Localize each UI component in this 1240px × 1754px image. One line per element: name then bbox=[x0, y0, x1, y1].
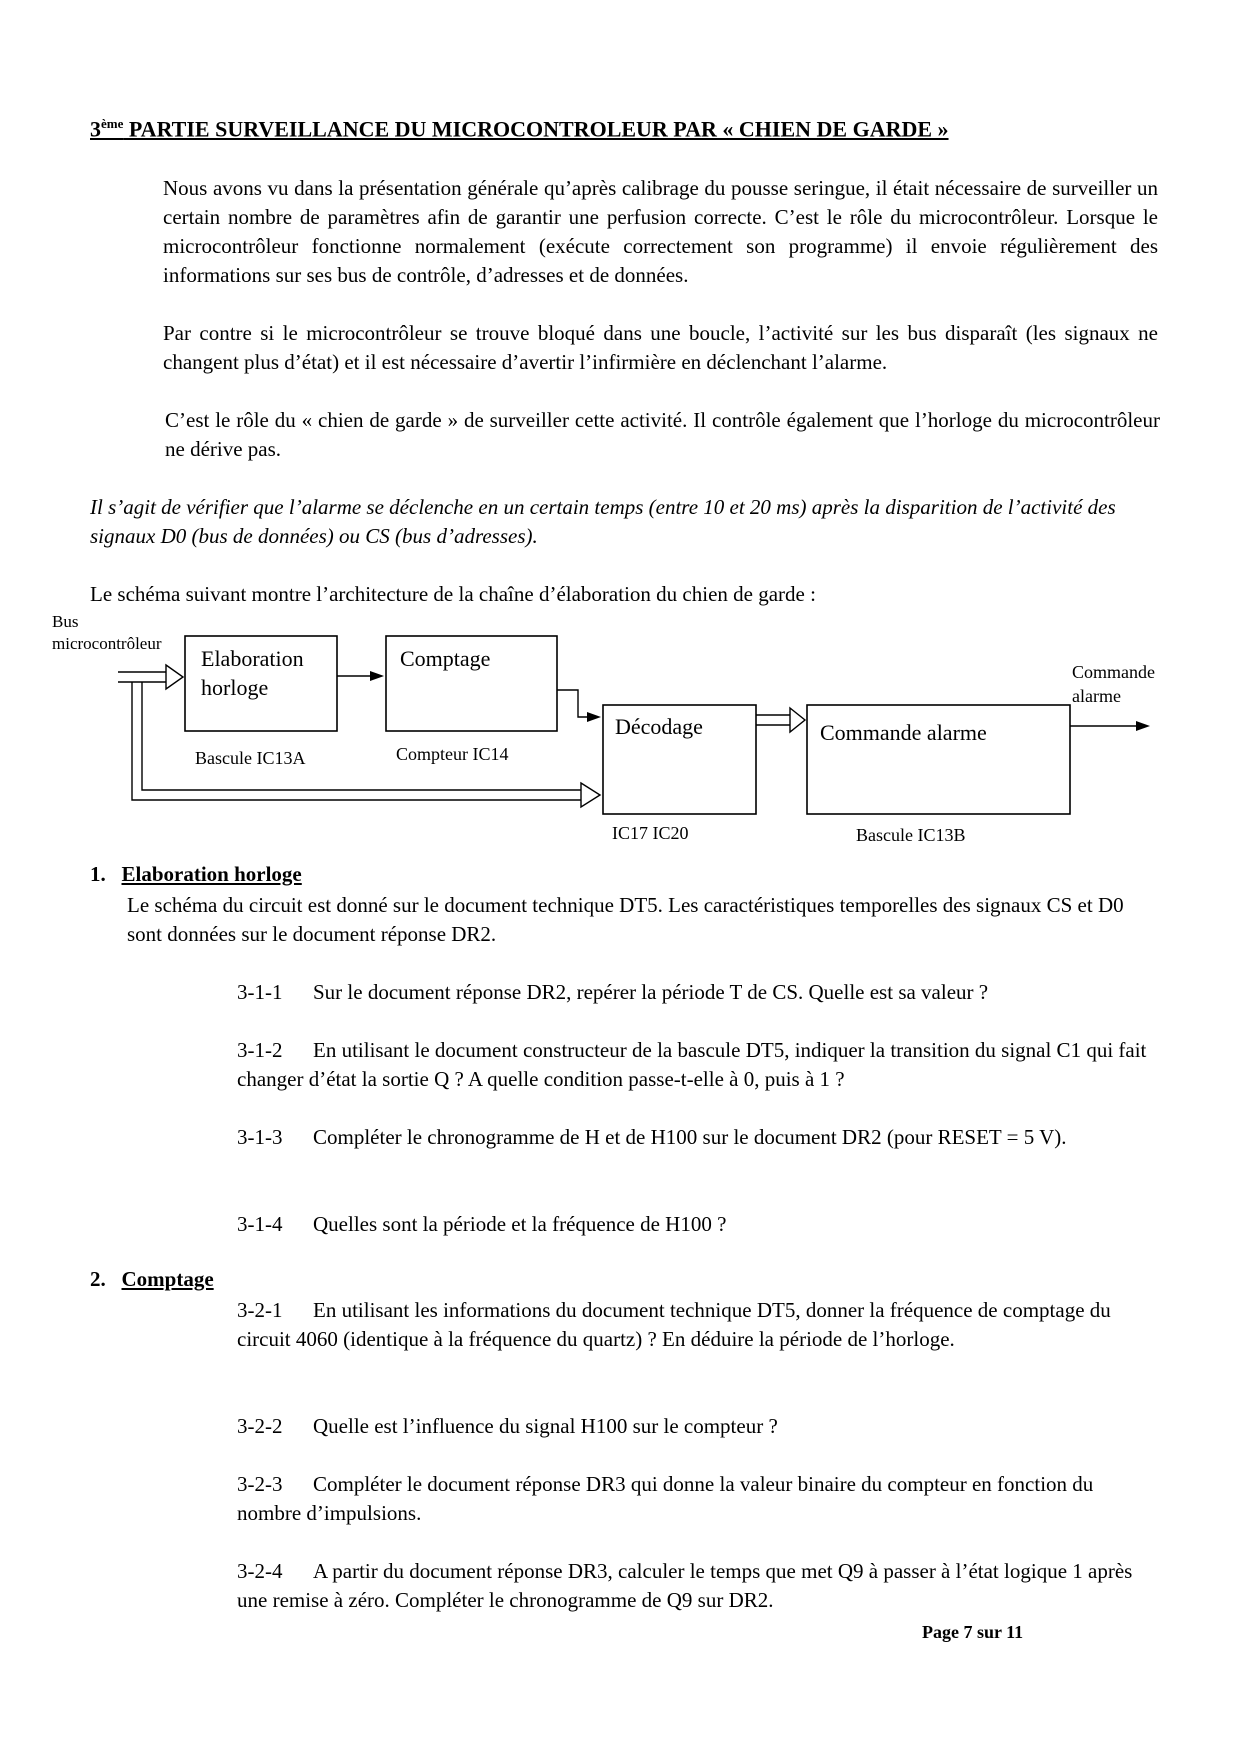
question-3-2-1 bbox=[237, 1296, 1157, 1354]
question-number: 3-1-2 bbox=[237, 1038, 283, 1062]
question-number: 3-2-3 bbox=[237, 1472, 283, 1496]
title-superscript: ème bbox=[101, 116, 124, 131]
section-1-title: Elaboration horloge bbox=[121, 862, 302, 886]
section-2-title: Comptage bbox=[121, 1267, 214, 1291]
question-text: Compléter le chronogramme de H et de H100 sur le document DR2 (pour RESET = 5 V). bbox=[313, 1125, 1067, 1149]
box-comptage-label: Comptage bbox=[400, 646, 491, 671]
question-3-1-4 bbox=[237, 1210, 1157, 1239]
question-text: Compléter le document réponse DR3 qui donne la valeur binaire du compteur en fonction du nombre d’impulsions. bbox=[237, 1472, 1094, 1525]
question-number: 3-1-1 bbox=[237, 980, 283, 1004]
question-number: 3-2-1 bbox=[237, 1298, 283, 1322]
italic-note: Il s’agit de vérifier que l’alarme se déclenche en un certain temps (entre 10 et 20 ms) après la disparition de l’activité des signaux D0 (bus de données) ou CS (bus d’adresses). bbox=[90, 495, 1116, 548]
output-label-alarme: alarme bbox=[1072, 686, 1121, 706]
caption-compteur-ic14: Compteur IC14 bbox=[396, 744, 509, 764]
output-label-commande: Commande bbox=[1072, 662, 1155, 682]
question-3-1-3 bbox=[237, 1123, 1097, 1152]
intro-paragraph-2: Par contre si le microcontrôleur se trouve bloqué dans une boucle, l’activité sur les bus disparaît (les signaux ne changent plus d’état) et il est nécessaire d’avertir l’infirmière en déclenchant l’alarme. bbox=[163, 321, 1158, 374]
intro-paragraph-3: C’est le rôle du « chien de garde » de surveiller cette activité. Il contrôle également que l’horloge du microcontrôleur ne dérive pas. bbox=[165, 408, 1160, 461]
question-text: Quelle est l’influence du signal H100 sur le compteur ? bbox=[313, 1414, 778, 1438]
question-3-1-2 bbox=[237, 1036, 1157, 1094]
question-3-1-1 bbox=[237, 978, 1157, 1007]
diagram-intro: Le schéma suivant montre l’architecture de la chaîne d’élaboration du chien de garde : bbox=[90, 582, 816, 606]
box-commande-label: Commande alarme bbox=[820, 720, 987, 745]
box-horloge-label-1: Elaboration bbox=[201, 646, 304, 671]
section-2-number: 2. bbox=[90, 1267, 106, 1291]
arrow-decodage-commande bbox=[756, 708, 805, 732]
bus-input-arrow bbox=[118, 665, 183, 689]
page-number: Page 7 sur 11 bbox=[922, 1622, 1024, 1642]
question-text: En utilisant les informations du document technique DT5, donner la fréquence de comptage du circuit 4060 (identique à la fréquence du quartz) ? En déduire la période de l’horloge. bbox=[237, 1298, 1111, 1351]
question-text: En utilisant le document constructeur de la bascule DT5, indiquer la transition du signal C1 qui fait changer d’état la sortie Q ? A quelle condition passe-t-elle à 0, puis à 1 ? bbox=[237, 1038, 1147, 1091]
section-1-number: 1. bbox=[90, 862, 106, 886]
caption-ic17-ic20: IC17 IC20 bbox=[612, 823, 689, 843]
question-number: 3-2-4 bbox=[237, 1559, 283, 1583]
input-label-microcontroleur: microcontrôleur bbox=[52, 634, 162, 653]
input-label-bus: Bus bbox=[52, 612, 79, 631]
arrow-horloge-comptage bbox=[337, 671, 384, 681]
box-horloge-label-2: horloge bbox=[201, 675, 269, 700]
question-number: 3-2-2 bbox=[237, 1414, 283, 1438]
title-number: 3 bbox=[90, 116, 101, 142]
title-text: PARTIE SURVEILLANCE DU MICROCONTROLEUR PAR « CHIEN DE GARDE » bbox=[123, 116, 949, 142]
question-number: 3-1-4 bbox=[237, 1212, 283, 1236]
question-text: Quelles sont la période et la fréquence de H100 ? bbox=[313, 1212, 727, 1236]
question-text: A partir du document réponse DR3, calculer le temps que met Q9 à passer à l’état logique 1 après une remise à zéro. Compléter le chronogramme de Q9 sur DR2. bbox=[237, 1559, 1133, 1612]
section-2-heading bbox=[90, 1267, 214, 1292]
question-3-2-4 bbox=[237, 1557, 1157, 1615]
output-arrow bbox=[1070, 721, 1150, 731]
question-number: 3-1-3 bbox=[237, 1125, 283, 1149]
section-1-description: Le schéma du circuit est donné sur le document technique DT5. Les caractéristiques temporelles des signaux CS et D0 sont données sur le document réponse DR2. bbox=[127, 893, 1124, 946]
question-text: Sur le document réponse DR2, repérer la période T de CS. Quelle est sa valeur ? bbox=[313, 980, 989, 1004]
caption-bascule-ic13b: Bascule IC13B bbox=[856, 825, 966, 845]
question-3-2-2 bbox=[237, 1412, 1157, 1441]
intro-paragraph-1: Nous avons vu dans la présentation générale qu’après calibrage du pousse seringue, il était nécessaire de surveiller un certain nombre de paramètres afin de garantir une perfusion correcte. C’est le rôle du microcontrôleur. Lorsque le microcontrôleur fonctionne normalement (exécute correctement son programme) il envoie régulièrement des informations sur ses bus de contrôle, d’adresses et de données. bbox=[163, 176, 1158, 287]
section-1-heading bbox=[90, 862, 302, 887]
question-3-2-3 bbox=[237, 1470, 1157, 1528]
caption-bascule-ic13a: Bascule IC13A bbox=[195, 748, 306, 768]
box-decodage-label: Décodage bbox=[615, 714, 703, 739]
arrow-comptage-decodage bbox=[557, 690, 601, 722]
